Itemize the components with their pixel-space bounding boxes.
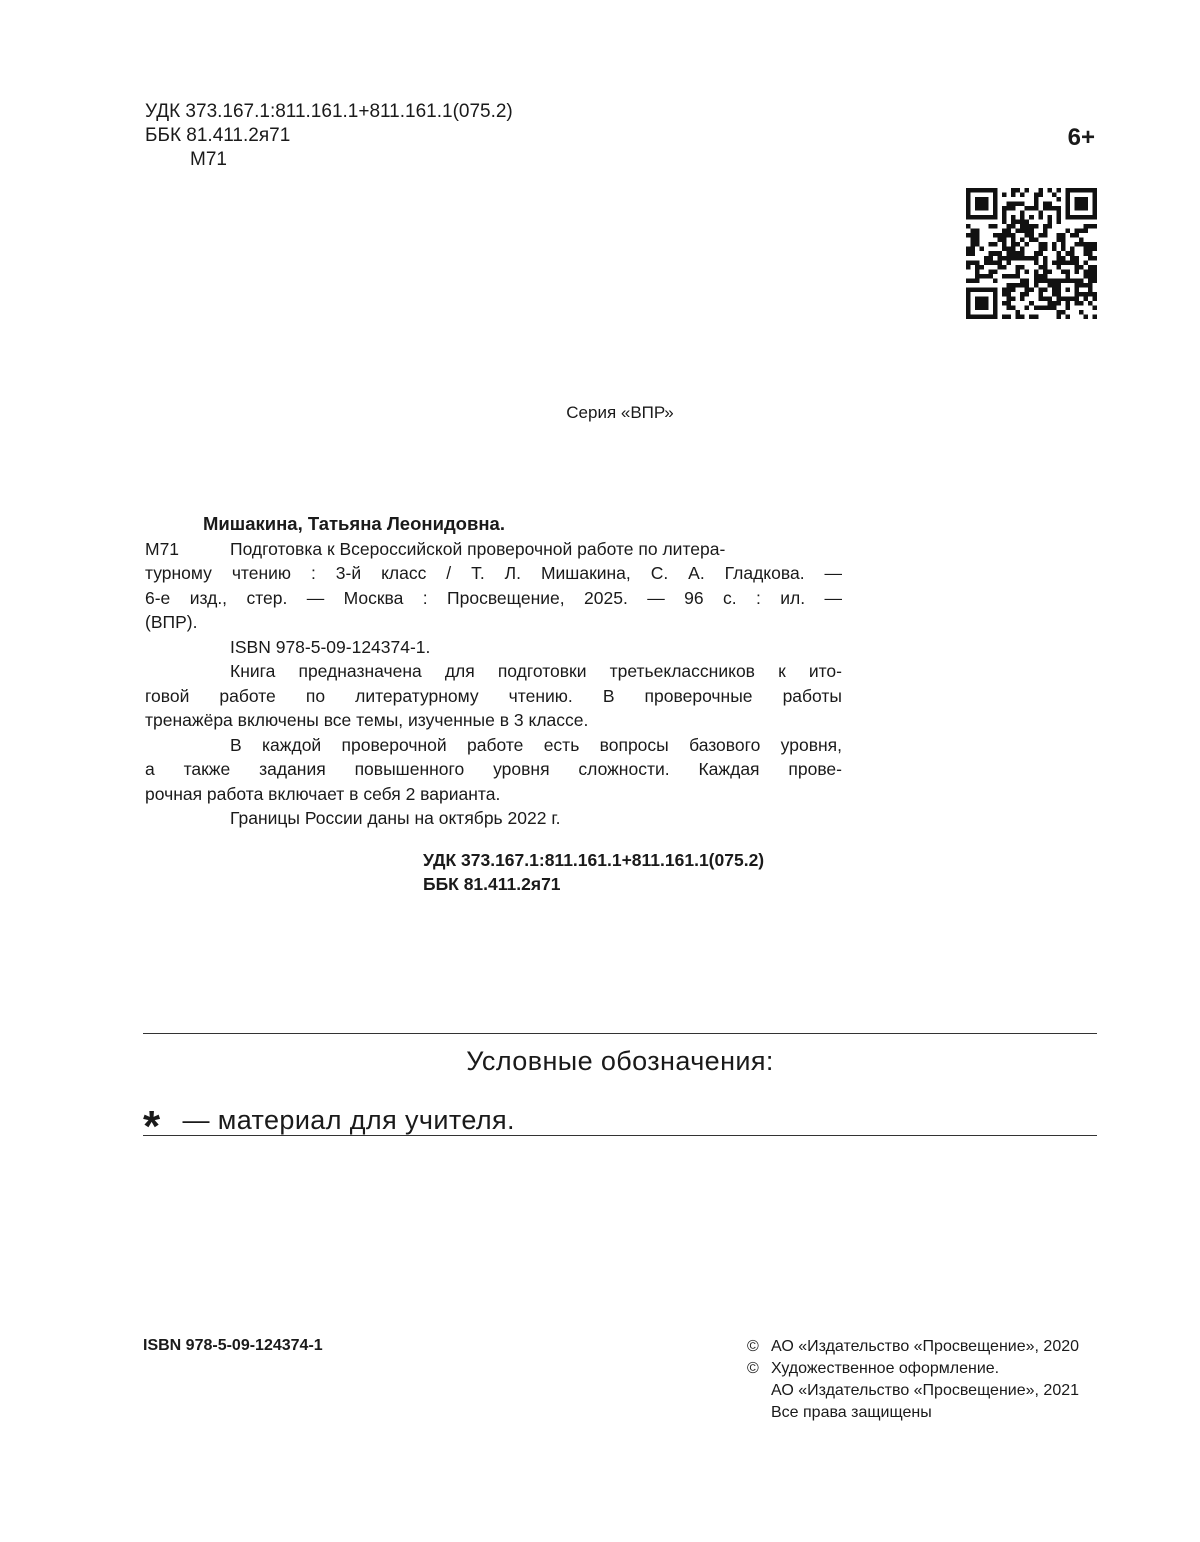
card-title-block	[145, 537, 842, 562]
card-annotation-line: Книга предназначена для подготовки третьеклассников к ито-	[230, 661, 842, 681]
copyright-icon: ©	[747, 1360, 759, 1377]
copyright-text: АО «Издательство «Просвещение», 2020	[771, 1338, 1080, 1355]
rights-text: Все права защищены	[771, 1404, 932, 1421]
card-isbn: ISBN 978-5-09-124374-1.	[230, 636, 431, 657]
card-udk: УДК 373.167.1:811.161.1+811.161.1(075.2)	[423, 849, 765, 870]
legend-top-rule	[143, 1033, 1097, 1034]
card-annotation-line: а также задания повышенного уровня сложности. Каждая прове-	[145, 759, 842, 779]
header-codes	[145, 100, 513, 172]
card-annotation-line: рочная работа включает в себя 2 варианта.	[145, 783, 501, 804]
card-author: Мишакина, Татьяна Леонидовна.	[203, 513, 505, 534]
asterisk-icon: *	[143, 1102, 161, 1151]
card-bbk: ББК 81.411.2я71	[423, 873, 561, 894]
legend-description: — материал для учителя.	[182, 1105, 515, 1135]
copyright-block	[747, 1336, 1079, 1424]
card-annotation-line: говой работе по литературному чтению. В проверочные работы	[145, 685, 842, 706]
footer-isbn: ISBN 978-5-09-124374-1	[143, 1337, 323, 1354]
card-code: М71	[145, 538, 180, 559]
copyright-icon: ©	[747, 1338, 759, 1355]
card-codes	[145, 848, 842, 896]
rights-line	[747, 1402, 1079, 1424]
qr-code	[966, 188, 1097, 319]
header-udk: УДК 373.167.1:811.161.1+811.161.1(075.2)	[145, 101, 513, 122]
card-annotation-line: тренажёра включены все темы, изученные в 3 классе.	[145, 710, 589, 730]
card-title-line: 6-е изд., стер. — Москва : Просвещение, 2025. — 96 с. : ил. —	[145, 587, 842, 608]
card-annotation-line: В каждой проверочной работе есть вопросы базового уровня,	[230, 734, 842, 755]
copyright-line	[747, 1358, 1079, 1380]
copyright-line	[747, 1336, 1079, 1358]
legend-row	[143, 1090, 515, 1151]
age-rating: 6+	[1067, 124, 1095, 151]
copyright-line	[747, 1380, 1079, 1402]
header-author-mark: М71	[190, 149, 227, 170]
catalog-card	[145, 512, 842, 896]
legend-title: Условные обозначения:	[466, 1046, 774, 1076]
card-title-line: (ВПР).	[145, 612, 198, 632]
copyright-text: АО «Издательство «Просвещение», 2021	[771, 1382, 1080, 1399]
copyright-text: Художественное оформление.	[771, 1360, 1000, 1377]
card-title-line: Подготовка к Всероссийской проверочной работе по литера-	[230, 538, 726, 559]
card-title-line: турному чтению : 3-й класс / Т. Л. Мишакина, С. А. Гладкова. —	[145, 563, 842, 583]
series-label: Серия «ВПР»	[566, 403, 674, 422]
card-annotation-line: Границы России даны на октябрь 2022 г.	[230, 808, 561, 828]
legend-bottom-rule	[143, 1135, 1097, 1136]
header-bbk: ББК 81.411.2я71	[145, 125, 291, 146]
